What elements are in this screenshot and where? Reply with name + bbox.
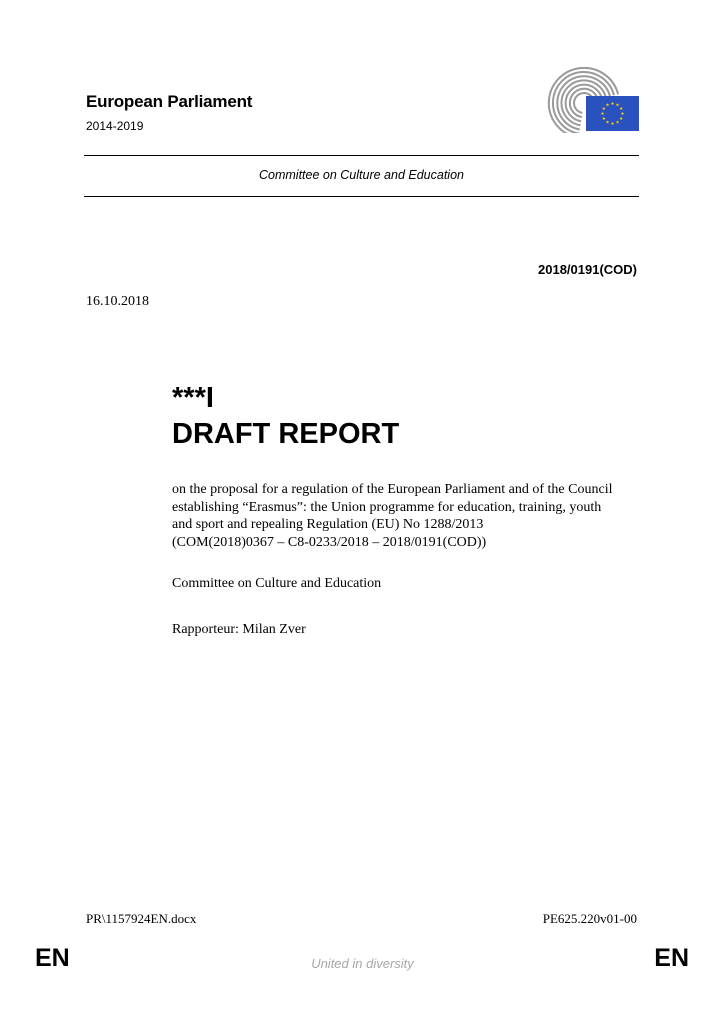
committee-name: Committee on Culture and Education (172, 576, 382, 591)
description-line: and sport and repealing Regulation (EU) No 1288/2013 (172, 517, 484, 532)
report-description (172, 481, 642, 551)
language-code-left: EN (35, 944, 70, 972)
footer-reference: PE625.220v01-00 (542, 911, 637, 926)
eu-flag-icon (586, 96, 639, 131)
committee-header: Committee on Culture and Education (259, 168, 464, 182)
footer-file-name: PR\1157924EN.docx (86, 911, 197, 926)
european-parliament-logo (524, 67, 640, 133)
description-line: on the proposal for a regulation of the European Parliament and of the Council (172, 482, 613, 497)
parliamentary-term: 2014-2019 (86, 119, 144, 133)
description-line: establishing “Erasmus”: the Union programme for education, training, youth (172, 499, 602, 515)
procedure-number: 2018/0191(COD) (538, 262, 637, 277)
language-code-right: EN (654, 944, 689, 972)
eu-motto: United in diversity (311, 956, 414, 971)
header-top-rule (84, 155, 639, 156)
rapporteur: Rapporteur: Milan Zver (172, 622, 306, 637)
header-bottom-rule (84, 196, 639, 197)
document-title: DRAFT REPORT (172, 418, 400, 450)
description-line: (COM(2018)0367 – C8-0233/2018 – 2018/0191(COD)) (172, 534, 487, 550)
procedure-marker: ***I (172, 382, 214, 414)
document-date: 16.10.2018 (86, 294, 149, 309)
institution-name: European Parliament (86, 92, 253, 111)
